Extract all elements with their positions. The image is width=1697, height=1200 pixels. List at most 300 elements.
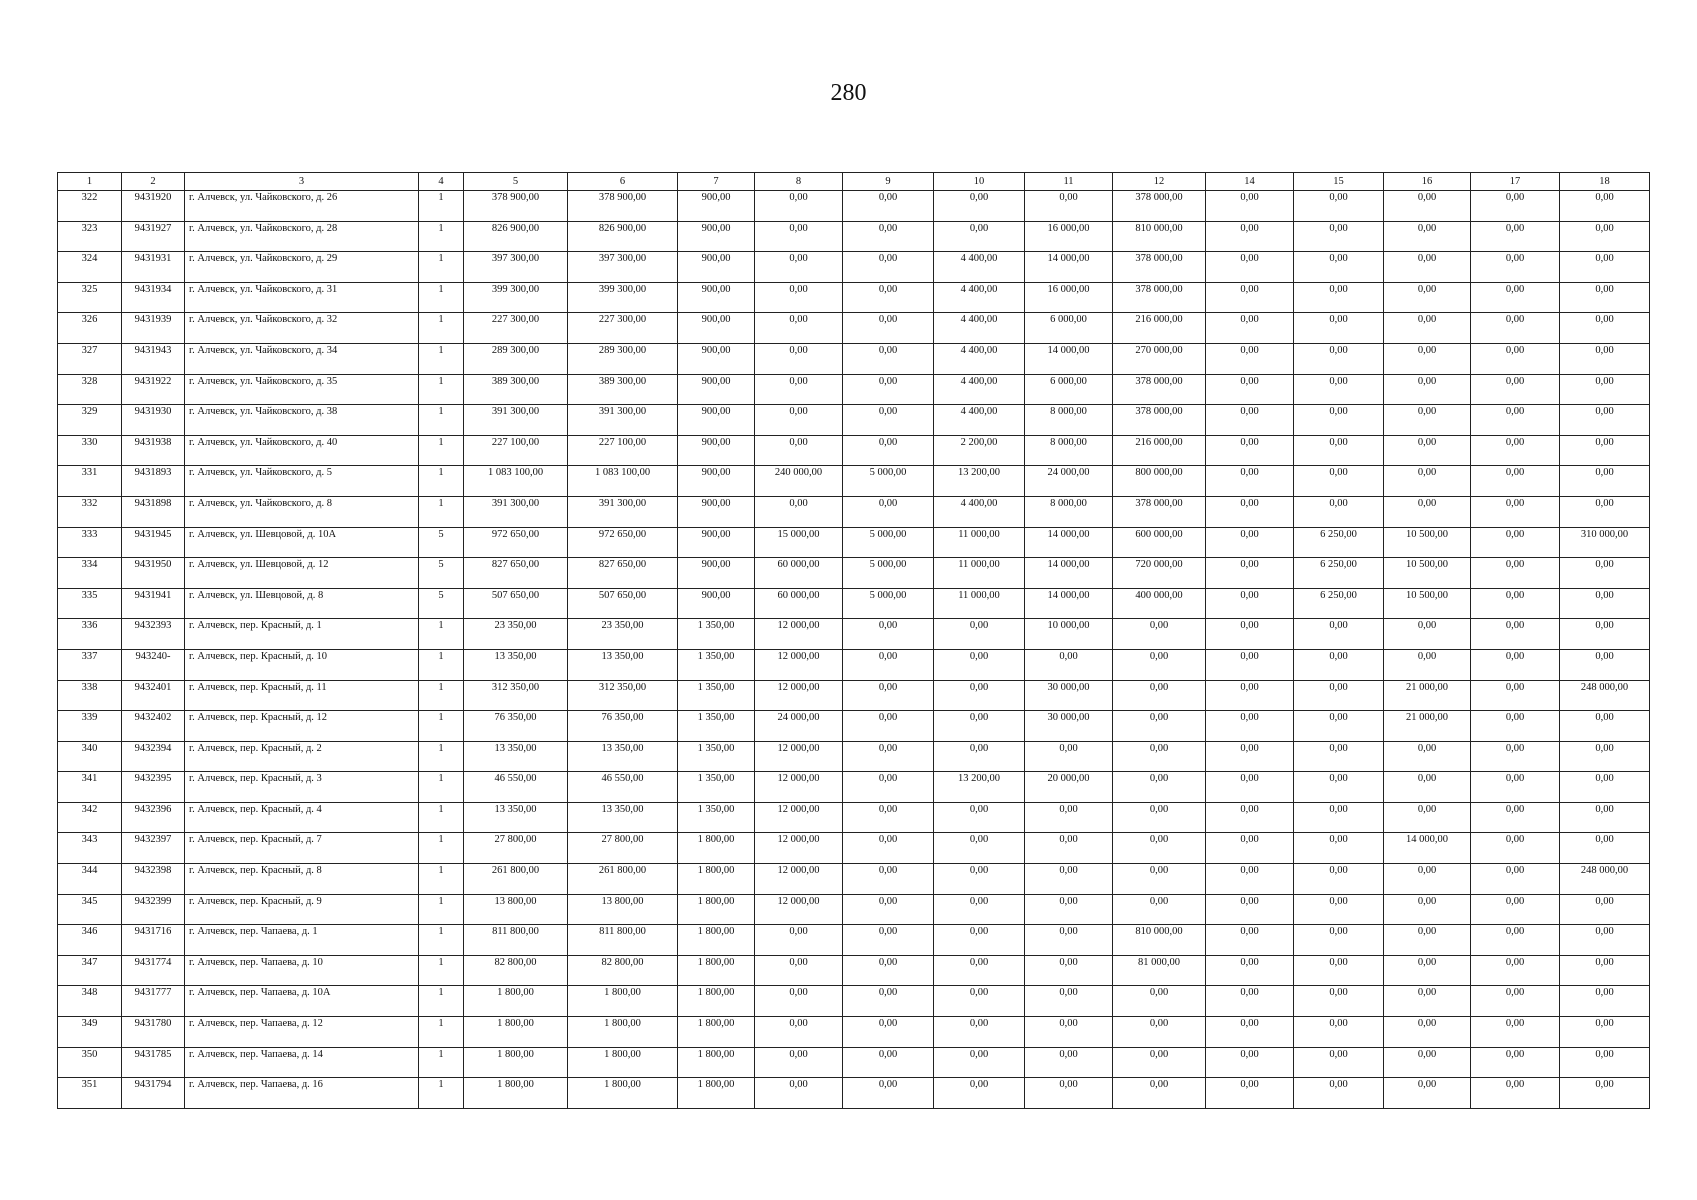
table-body — [58, 191, 1650, 1109]
table-cell: 0,00 — [1206, 1047, 1294, 1078]
address-cell: г. Алчевск, пер. Красный, д. 3 — [185, 772, 419, 803]
page-number: 280 — [830, 80, 867, 106]
table-cell: 0,00 — [1384, 619, 1471, 650]
table-cell: 10 500,00 — [1384, 527, 1471, 558]
table-cell: 0,00 — [1384, 894, 1471, 925]
column-header: 6 — [568, 173, 678, 191]
table-cell: 327 — [58, 343, 122, 374]
table-cell: 1 — [419, 374, 464, 405]
table-cell: 332 — [58, 496, 122, 527]
table-cell: 1 350,00 — [678, 802, 755, 833]
table-cell: 0,00 — [1560, 252, 1650, 283]
table-cell: 2 200,00 — [934, 435, 1025, 466]
table-cell: 0,00 — [843, 221, 934, 252]
table-cell: 0,00 — [843, 711, 934, 742]
table-cell: 1 — [419, 221, 464, 252]
table-cell: 8 000,00 — [1025, 435, 1113, 466]
data-table-container — [57, 172, 1643, 1109]
table-cell: 378 000,00 — [1113, 282, 1206, 313]
table-cell: 0,00 — [1471, 864, 1560, 895]
address-cell: г. Алчевск, пер. Красный, д. 11 — [185, 680, 419, 711]
table-cell: 0,00 — [934, 1078, 1025, 1109]
table-cell: 0,00 — [1025, 986, 1113, 1017]
table-cell: 0,00 — [1384, 1017, 1471, 1048]
table-cell: 5 000,00 — [843, 558, 934, 589]
table-cell: 0,00 — [1206, 221, 1294, 252]
table-cell: 340 — [58, 741, 122, 772]
table-cell: 12 000,00 — [755, 833, 843, 864]
table-cell: 826 900,00 — [464, 221, 568, 252]
table-cell: 0,00 — [1384, 252, 1471, 283]
table-cell: 9431785 — [122, 1047, 185, 1078]
table-cell: 344 — [58, 864, 122, 895]
table-cell: 0,00 — [1384, 374, 1471, 405]
table-cell: 13 200,00 — [934, 772, 1025, 803]
address-cell: г. Алчевск, ул. Чайковского, д. 40 — [185, 435, 419, 466]
table-cell: 310 000,00 — [1560, 527, 1650, 558]
table-cell: 0,00 — [1025, 833, 1113, 864]
table-cell: 0,00 — [1471, 1078, 1560, 1109]
table-cell: 16 000,00 — [1025, 282, 1113, 313]
table-cell: 0,00 — [1113, 1047, 1206, 1078]
table-cell: 1 350,00 — [678, 711, 755, 742]
table-cell: 338 — [58, 680, 122, 711]
table-cell: 289 300,00 — [568, 343, 678, 374]
column-header: 10 — [934, 173, 1025, 191]
table-cell: 397 300,00 — [568, 252, 678, 283]
table-cell: 0,00 — [755, 313, 843, 344]
column-header: 12 — [1113, 173, 1206, 191]
table-cell: 0,00 — [1560, 558, 1650, 589]
table-cell: 9431920 — [122, 191, 185, 222]
column-header: 3 — [185, 173, 419, 191]
table-cell: 0,00 — [1206, 191, 1294, 222]
table-cell: 12 000,00 — [755, 802, 843, 833]
table-cell: 0,00 — [1384, 191, 1471, 222]
table-cell: 0,00 — [1206, 313, 1294, 344]
table-cell: 0,00 — [1206, 1017, 1294, 1048]
table-cell: 1 — [419, 1078, 464, 1109]
table-cell: 6 250,00 — [1294, 527, 1384, 558]
table-cell: 20 000,00 — [1025, 772, 1113, 803]
table-cell: 1 800,00 — [678, 955, 755, 986]
table-cell: 0,00 — [1294, 894, 1384, 925]
table-cell: 12 000,00 — [755, 741, 843, 772]
table-cell: 347 — [58, 955, 122, 986]
table-cell: 0,00 — [934, 741, 1025, 772]
table-cell: 1 350,00 — [678, 619, 755, 650]
table-cell: 23 350,00 — [464, 619, 568, 650]
table-cell: 0,00 — [755, 925, 843, 956]
table-cell: 0,00 — [843, 313, 934, 344]
address-cell: г. Алчевск, ул. Чайковского, д. 8 — [185, 496, 419, 527]
table-cell: 0,00 — [1560, 955, 1650, 986]
address-cell: г. Алчевск, ул. Шевцовой, д. 12 — [185, 558, 419, 589]
table-cell: 0,00 — [1206, 282, 1294, 313]
table-cell: 10 000,00 — [1025, 619, 1113, 650]
table-cell: 900,00 — [678, 527, 755, 558]
table-cell: 30 000,00 — [1025, 680, 1113, 711]
table-cell: 248 000,00 — [1560, 680, 1650, 711]
table-cell: 5 000,00 — [843, 466, 934, 497]
table-cell: 0,00 — [843, 1017, 934, 1048]
table-cell: 0,00 — [1560, 619, 1650, 650]
table-cell: 0,00 — [1206, 802, 1294, 833]
table-cell: 1 800,00 — [568, 1017, 678, 1048]
table-row — [58, 864, 1650, 895]
table-cell: 9431939 — [122, 313, 185, 344]
table-cell: 9431945 — [122, 527, 185, 558]
table-cell: 0,00 — [843, 1047, 934, 1078]
table-cell: 9431774 — [122, 955, 185, 986]
table-cell: 15 000,00 — [755, 527, 843, 558]
table-cell: 0,00 — [1560, 772, 1650, 803]
table-cell: 14 000,00 — [1025, 343, 1113, 374]
table-cell: 326 — [58, 313, 122, 344]
table-cell: 0,00 — [1294, 925, 1384, 956]
table-cell: 1 350,00 — [678, 649, 755, 680]
table-cell: 0,00 — [1560, 894, 1650, 925]
table-cell: 0,00 — [1294, 955, 1384, 986]
table-cell: 0,00 — [1025, 802, 1113, 833]
table-cell: 0,00 — [1560, 313, 1650, 344]
table-cell: 0,00 — [1294, 252, 1384, 283]
table-cell: 0,00 — [1471, 252, 1560, 283]
table-cell: 9432397 — [122, 833, 185, 864]
table-cell: 1 — [419, 282, 464, 313]
table-cell: 0,00 — [1471, 711, 1560, 742]
table-cell: 11 000,00 — [934, 558, 1025, 589]
table-cell: 0,00 — [1471, 343, 1560, 374]
table-cell: 0,00 — [934, 191, 1025, 222]
table-cell: 1 — [419, 986, 464, 1017]
table-cell: 0,00 — [1560, 649, 1650, 680]
table-cell: 27 800,00 — [464, 833, 568, 864]
table-cell: 0,00 — [1471, 741, 1560, 772]
table-cell: 1 — [419, 1017, 464, 1048]
table-cell: 0,00 — [1206, 955, 1294, 986]
table-cell: 0,00 — [1384, 496, 1471, 527]
table-row — [58, 558, 1650, 589]
table-cell: 0,00 — [1471, 894, 1560, 925]
table-cell: 0,00 — [1471, 527, 1560, 558]
table-cell: 312 350,00 — [464, 680, 568, 711]
table-cell: 12 000,00 — [755, 619, 843, 650]
table-cell: 900,00 — [678, 282, 755, 313]
table-cell: 0,00 — [1294, 1078, 1384, 1109]
table-cell: 0,00 — [934, 711, 1025, 742]
table-cell: 0,00 — [1471, 466, 1560, 497]
table-row — [58, 833, 1650, 864]
table-cell: 0,00 — [843, 986, 934, 1017]
table-row — [58, 802, 1650, 833]
table-cell: 0,00 — [1560, 833, 1650, 864]
table-cell: 1 — [419, 343, 464, 374]
table-cell: 0,00 — [934, 833, 1025, 864]
table-cell: 343 — [58, 833, 122, 864]
table-cell: 900,00 — [678, 405, 755, 436]
table-cell: 391 300,00 — [568, 405, 678, 436]
table-cell: 322 — [58, 191, 122, 222]
table-cell: 21 000,00 — [1384, 680, 1471, 711]
table-cell: 12 000,00 — [755, 864, 843, 895]
table-cell: 4 400,00 — [934, 496, 1025, 527]
table-cell: 0,00 — [1294, 711, 1384, 742]
table-cell: 378 900,00 — [568, 191, 678, 222]
address-cell: г. Алчевск, ул. Чайковского, д. 34 — [185, 343, 419, 374]
table-cell: 1 800,00 — [464, 1078, 568, 1109]
table-cell: 1 800,00 — [678, 864, 755, 895]
column-header: 18 — [1560, 173, 1650, 191]
table-cell: 1 — [419, 405, 464, 436]
table-row — [58, 191, 1650, 222]
table-cell: 0,00 — [755, 1017, 843, 1048]
table-cell: 1 800,00 — [678, 1017, 755, 1048]
table-cell: 0,00 — [1294, 833, 1384, 864]
address-cell: г. Алчевск, пер. Чапаева, д. 16 — [185, 1078, 419, 1109]
table-cell: 5 000,00 — [843, 588, 934, 619]
table-cell: 0,00 — [1560, 986, 1650, 1017]
table-cell: 1 800,00 — [678, 1078, 755, 1109]
table-cell: 0,00 — [1294, 313, 1384, 344]
table-cell: 216 000,00 — [1113, 313, 1206, 344]
table-cell: 0,00 — [934, 894, 1025, 925]
table-cell: 0,00 — [1113, 741, 1206, 772]
table-cell: 0,00 — [1113, 649, 1206, 680]
table-row — [58, 925, 1650, 956]
table-cell: 0,00 — [1294, 649, 1384, 680]
table-cell: 9431780 — [122, 1017, 185, 1048]
table-cell: 8 000,00 — [1025, 405, 1113, 436]
address-cell: г. Алчевск, ул. Чайковского, д. 32 — [185, 313, 419, 344]
table-cell: 0,00 — [1294, 1047, 1384, 1078]
table-cell: 0,00 — [1384, 802, 1471, 833]
table-cell: 0,00 — [1560, 374, 1650, 405]
table-row — [58, 955, 1650, 986]
table-cell: 0,00 — [1560, 282, 1650, 313]
table-cell: 0,00 — [1560, 802, 1650, 833]
table-cell: 0,00 — [1384, 1047, 1471, 1078]
table-cell: 1 — [419, 619, 464, 650]
table-cell: 14 000,00 — [1025, 588, 1113, 619]
table-cell: 0,00 — [1206, 649, 1294, 680]
table-cell: 1 800,00 — [464, 1017, 568, 1048]
table-cell: 0,00 — [1113, 711, 1206, 742]
table-cell: 227 300,00 — [568, 313, 678, 344]
table-cell: 811 800,00 — [568, 925, 678, 956]
table-cell: 0,00 — [1294, 466, 1384, 497]
table-cell: 12 000,00 — [755, 772, 843, 803]
table-cell: 81 000,00 — [1113, 955, 1206, 986]
table-cell: 0,00 — [1471, 680, 1560, 711]
data-table — [57, 172, 1650, 1109]
table-cell: 0,00 — [843, 1078, 934, 1109]
table-cell: 0,00 — [843, 864, 934, 895]
table-cell: 270 000,00 — [1113, 343, 1206, 374]
table-row — [58, 374, 1650, 405]
table-cell: 9431938 — [122, 435, 185, 466]
table-cell: 0,00 — [1206, 527, 1294, 558]
table-cell: 1 800,00 — [568, 986, 678, 1017]
table-cell: 1 — [419, 864, 464, 895]
column-header: 9 — [843, 173, 934, 191]
table-cell: 0,00 — [843, 282, 934, 313]
table-cell: 6 000,00 — [1025, 313, 1113, 344]
table-cell: 0,00 — [843, 925, 934, 956]
table-cell: 9432395 — [122, 772, 185, 803]
table-cell: 0,00 — [1294, 282, 1384, 313]
table-header-row — [58, 173, 1650, 191]
address-cell: г. Алчевск, ул. Чайковского, д. 38 — [185, 405, 419, 436]
table-cell: 1 800,00 — [464, 986, 568, 1017]
table-cell: 0,00 — [1294, 191, 1384, 222]
table-cell: 0,00 — [1113, 680, 1206, 711]
table-cell: 378 000,00 — [1113, 374, 1206, 405]
table-cell: 0,00 — [1471, 955, 1560, 986]
table-cell: 216 000,00 — [1113, 435, 1206, 466]
column-header: 4 — [419, 173, 464, 191]
address-cell: г. Алчевск, пер. Чапаева, д. 10 — [185, 955, 419, 986]
address-cell: г. Алчевск, пер. Красный, д. 4 — [185, 802, 419, 833]
table-cell: 345 — [58, 894, 122, 925]
table-cell: 378 900,00 — [464, 191, 568, 222]
table-cell: 0,00 — [843, 680, 934, 711]
table-cell: 507 650,00 — [464, 588, 568, 619]
table-cell: 0,00 — [1025, 864, 1113, 895]
table-cell: 1 800,00 — [568, 1078, 678, 1109]
table-cell: 0,00 — [1206, 466, 1294, 497]
address-cell: г. Алчевск, пер. Красный, д. 1 — [185, 619, 419, 650]
table-cell: 0,00 — [1471, 588, 1560, 619]
table-row — [58, 741, 1650, 772]
table-cell: 1 350,00 — [678, 772, 755, 803]
table-cell: 21 000,00 — [1384, 711, 1471, 742]
table-cell: 0,00 — [1294, 374, 1384, 405]
table-cell: 9432393 — [122, 619, 185, 650]
table-cell: 0,00 — [1560, 221, 1650, 252]
table-cell: 13 200,00 — [934, 466, 1025, 497]
table-cell: 811 800,00 — [464, 925, 568, 956]
table-row — [58, 894, 1650, 925]
table-cell: 27 800,00 — [568, 833, 678, 864]
table-cell: 0,00 — [1206, 894, 1294, 925]
table-cell: 378 000,00 — [1113, 405, 1206, 436]
table-cell: 0,00 — [843, 252, 934, 283]
table-cell: 9431930 — [122, 405, 185, 436]
table-cell: 9432401 — [122, 680, 185, 711]
table-cell: 0,00 — [1471, 496, 1560, 527]
table-cell: 227 100,00 — [568, 435, 678, 466]
table-cell: 0,00 — [1206, 741, 1294, 772]
table-cell: 9431950 — [122, 558, 185, 589]
table-cell: 227 300,00 — [464, 313, 568, 344]
table-cell: 0,00 — [1560, 741, 1650, 772]
table-cell: 0,00 — [1560, 711, 1650, 742]
table-cell: 5 000,00 — [843, 527, 934, 558]
table-cell: 341 — [58, 772, 122, 803]
table-cell: 10 500,00 — [1384, 558, 1471, 589]
table-cell: 13 350,00 — [464, 649, 568, 680]
address-cell: г. Алчевск, пер. Чапаева, д. 12 — [185, 1017, 419, 1048]
table-cell: 900,00 — [678, 191, 755, 222]
table-cell: 1 — [419, 252, 464, 283]
table-cell: 0,00 — [1025, 1017, 1113, 1048]
table-cell: 9432394 — [122, 741, 185, 772]
table-cell: 1 — [419, 191, 464, 222]
table-cell: 0,00 — [1384, 313, 1471, 344]
table-cell: 24 000,00 — [1025, 466, 1113, 497]
address-cell: г. Алчевск, пер. Красный, д. 10 — [185, 649, 419, 680]
column-header: 11 — [1025, 173, 1113, 191]
table-cell: 0,00 — [1025, 191, 1113, 222]
table-cell: 826 900,00 — [568, 221, 678, 252]
table-cell: 4 400,00 — [934, 405, 1025, 436]
table-cell: 0,00 — [1384, 221, 1471, 252]
table-cell: 0,00 — [1294, 741, 1384, 772]
table-cell: 0,00 — [843, 955, 934, 986]
table-cell: 325 — [58, 282, 122, 313]
column-header: 7 — [678, 173, 755, 191]
table-cell: 14 000,00 — [1025, 558, 1113, 589]
table-cell: 0,00 — [1025, 955, 1113, 986]
table-cell: 0,00 — [934, 986, 1025, 1017]
table-cell: 0,00 — [1471, 435, 1560, 466]
table-cell: 1 350,00 — [678, 680, 755, 711]
table-cell: 0,00 — [1206, 680, 1294, 711]
table-cell: 0,00 — [1294, 680, 1384, 711]
table-cell: 0,00 — [755, 252, 843, 283]
table-cell: 0,00 — [1113, 833, 1206, 864]
table-cell: 399 300,00 — [568, 282, 678, 313]
table-cell: 0,00 — [1471, 772, 1560, 803]
table-cell: 0,00 — [934, 925, 1025, 956]
table-cell: 0,00 — [1206, 435, 1294, 466]
table-cell: 0,00 — [755, 986, 843, 1017]
table-cell: 0,00 — [1206, 343, 1294, 374]
table-cell: 0,00 — [1560, 343, 1650, 374]
table-cell: 1 800,00 — [678, 986, 755, 1017]
table-cell: 9432396 — [122, 802, 185, 833]
table-cell: 900,00 — [678, 466, 755, 497]
address-cell: г. Алчевск, пер. Красный, д. 8 — [185, 864, 419, 895]
table-cell: 0,00 — [1206, 711, 1294, 742]
table-cell: 1 083 100,00 — [568, 466, 678, 497]
table-cell: 0,00 — [934, 680, 1025, 711]
table-row — [58, 343, 1650, 374]
table-cell: 0,00 — [1206, 588, 1294, 619]
table-cell: 1 — [419, 435, 464, 466]
table-cell: 14 000,00 — [1025, 252, 1113, 283]
table-cell: 0,00 — [755, 343, 843, 374]
table-cell: 9431777 — [122, 986, 185, 1017]
table-cell: 0,00 — [1113, 1017, 1206, 1048]
table-cell: 0,00 — [934, 1017, 1025, 1048]
table-cell: 827 650,00 — [464, 558, 568, 589]
table-cell: 9431922 — [122, 374, 185, 405]
address-cell: г. Алчевск, ул. Чайковского, д. 28 — [185, 221, 419, 252]
table-cell: 378 000,00 — [1113, 496, 1206, 527]
table-cell: 1 — [419, 894, 464, 925]
table-cell: 507 650,00 — [568, 588, 678, 619]
table-cell: 0,00 — [843, 496, 934, 527]
table-cell: 0,00 — [1294, 1017, 1384, 1048]
table-cell: 9431927 — [122, 221, 185, 252]
table-cell: 900,00 — [678, 343, 755, 374]
table-cell: 0,00 — [1560, 466, 1650, 497]
table-cell: 400 000,00 — [1113, 588, 1206, 619]
table-cell: 972 650,00 — [464, 527, 568, 558]
table-cell: 334 — [58, 558, 122, 589]
